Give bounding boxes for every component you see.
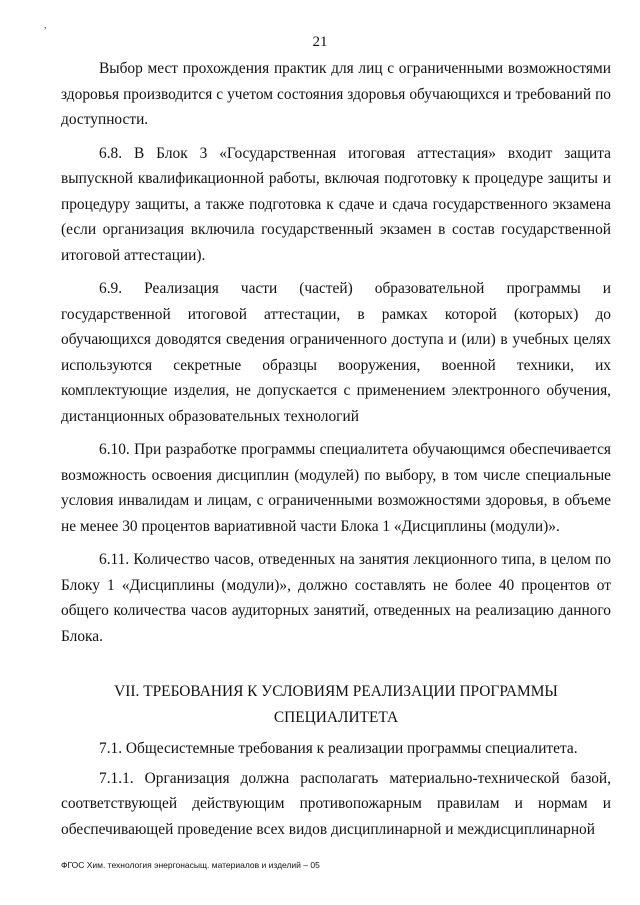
section-heading-line1: VII. ТРЕБОВАНИЯ К УСЛОВИЯМ РЕАЛИЗАЦИИ ПРОГРАММЫ: [114, 683, 558, 700]
page-number: 21: [312, 34, 328, 50]
paragraph-6-11: 6.11. Количество часов, отведенных на занятия лекционного типа, в целом по Блоку 1 «Дисциплины (модули)», должно составлять не более 40 процентов от общего количества часов аудиторных занятий, отведенных на реализацию данного Блока.: [61, 551, 611, 645]
paragraph-6-10: 6.10. При разработке программы специалитета обучающимся обеспечивается возможность освоения дисциплин (модулей) по выбору, в том числе специальные условия инвалидам и лицам, с ограниченными возможностями здоровья, в объеме не менее 30 процентов вариативной части Блока 1 «Дисциплины (модули)».: [61, 441, 611, 535]
page-footer: ФГОС Хим. технология энергонасыщ. материалов и изделий – 05: [61, 860, 320, 870]
page-content: [61, 56, 611, 850]
paragraph-6-9: 6.9. Реализация части (частей) образовательной программы и государственной итоговой аттестации, в рамках которой (которых) до обучающихся доводятся сведения ограниченного доступа и (или) в учебных целях используются секретные образцы вооружения, военной техники, их комплектующие изделия, не допускается с применением электронного обучения, дистанционных образовательных технологий: [61, 280, 611, 425]
paragraph-7-1: 7.1. Общесистемные требования к реализации программы специалитета.: [99, 740, 578, 757]
section-heading: [61, 679, 611, 730]
paragraph-access: Выбор мест прохождения практик для лиц с ограниченными возможностями здоровья производится с учетом состояния здоровья обучающихся и требований по доступности.: [61, 60, 611, 128]
section-heading-line2: СПЕЦИАЛИТЕТА: [273, 708, 399, 726]
scan-mark: ,: [44, 20, 47, 31]
paragraph-6-8: 6.8. В Блок 3 «Государственная итоговая аттестация» входит защита выпускной квалификационной работы, включая подготовку к процедуре защиты и процедуру защиты, а также подготовка к сдаче и сдача государственного экзамена (если организация включила государственный экзамен в состав государственной итоговой аттестации).: [61, 144, 611, 264]
paragraph-7-1-1: 7.1.1. Организация должна располагать материально-технической базой, соответствующей действующим противопожарным правилам и нормам и обеспечивающей проведение всех видов дисциплинарной и междисциплинарной: [61, 769, 611, 838]
